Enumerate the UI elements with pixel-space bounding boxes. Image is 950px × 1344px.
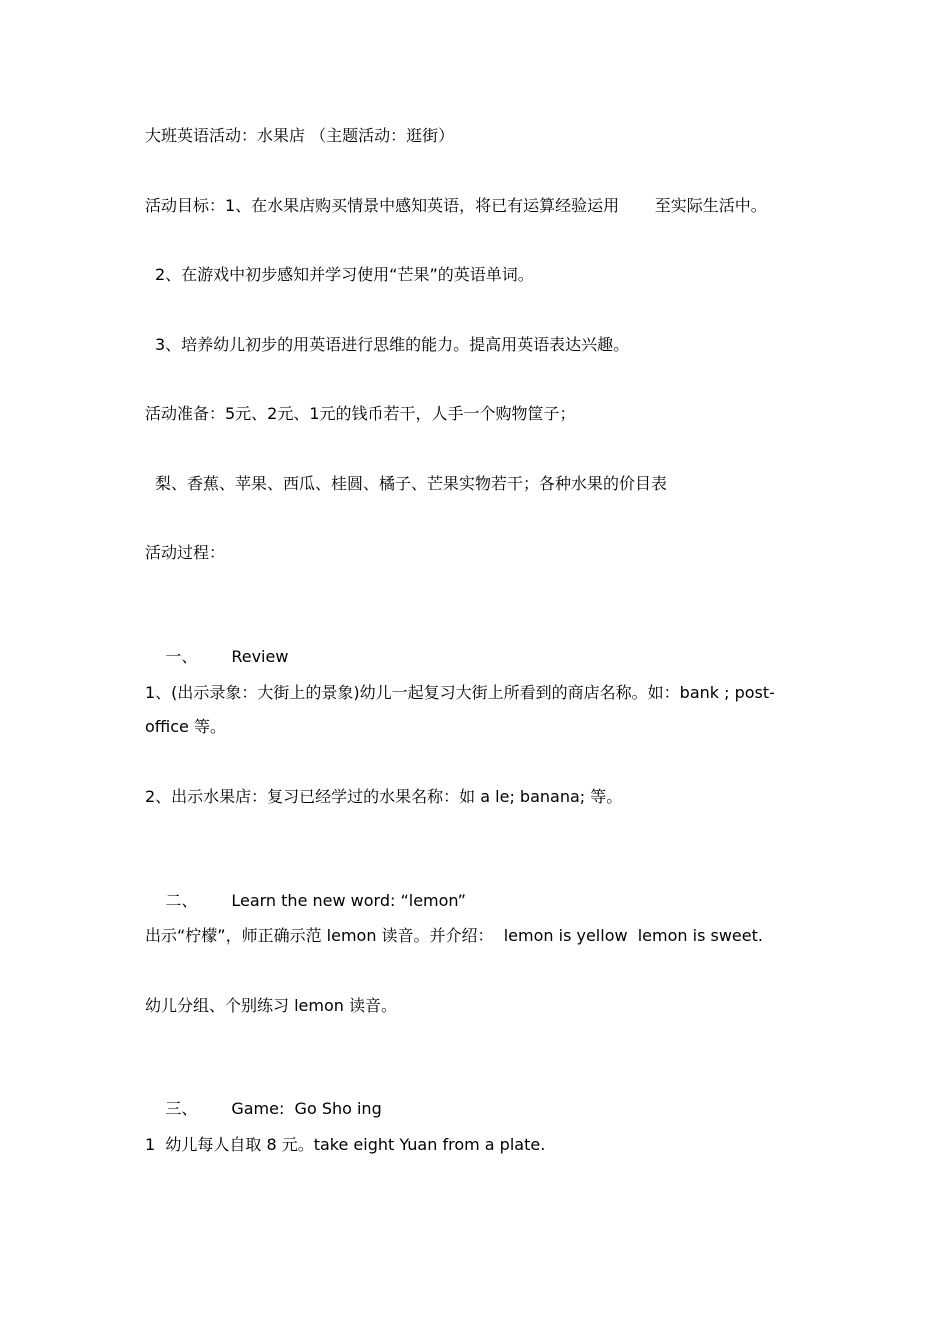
section-2-item-2: 幼儿分组、个别练习 lemon 读音。 bbox=[145, 996, 397, 1015]
prep-1: 活动准备：5元、2元、1元的钱币若干，人手一个购物筐子； bbox=[145, 404, 576, 423]
section-1-title: Review bbox=[231, 647, 289, 666]
section-1-item-2: 2、出示水果店：复习已经学过的水果名称：如 a le; banana; 等。 bbox=[145, 787, 623, 806]
section-2-number: 二、 bbox=[165, 891, 198, 910]
section-1-number: 一、 bbox=[165, 647, 198, 666]
doc-title: 大班英语活动：水果店 （主题活动：逛街） bbox=[145, 126, 455, 145]
section-3-title: Game: Go Sho ing bbox=[231, 1099, 382, 1118]
section-1-item-1: 1、(出示录象：大街上的景象)幼儿一起复习大街上所看到的商店名称。如：bank ; post-office 等。 bbox=[145, 683, 775, 736]
goal-1: 活动目标：1、在水果店购买情景中感知英语，将已有运算经验运用 至实际生活中。 bbox=[145, 196, 767, 215]
section-2-item-1: 出示“柠檬”，师正确示范 lemon 读音。并介绍： lemon is yellow lemon is sweet. bbox=[145, 926, 763, 945]
process-heading: 活动过程： bbox=[145, 543, 226, 562]
goal-3: 3、培养幼儿初步的用英语进行思维的能力。提高用英语表达兴趣。 bbox=[155, 335, 630, 354]
prep-2: 梨、香蕉、苹果、西瓜、桂圆、橘子、芒果实物若干；各种水果的价目表 bbox=[155, 474, 668, 493]
goal-2: 2、在游戏中初步感知并学习使用“芒果”的英语单词。 bbox=[155, 265, 534, 284]
section-3-number: 三、 bbox=[165, 1099, 198, 1118]
section-3-item-1: 1 幼儿每人自取 8 元。take eight Yuan from a plate. bbox=[145, 1135, 546, 1154]
section-2-title: Learn the new word: “lemon” bbox=[231, 891, 466, 910]
